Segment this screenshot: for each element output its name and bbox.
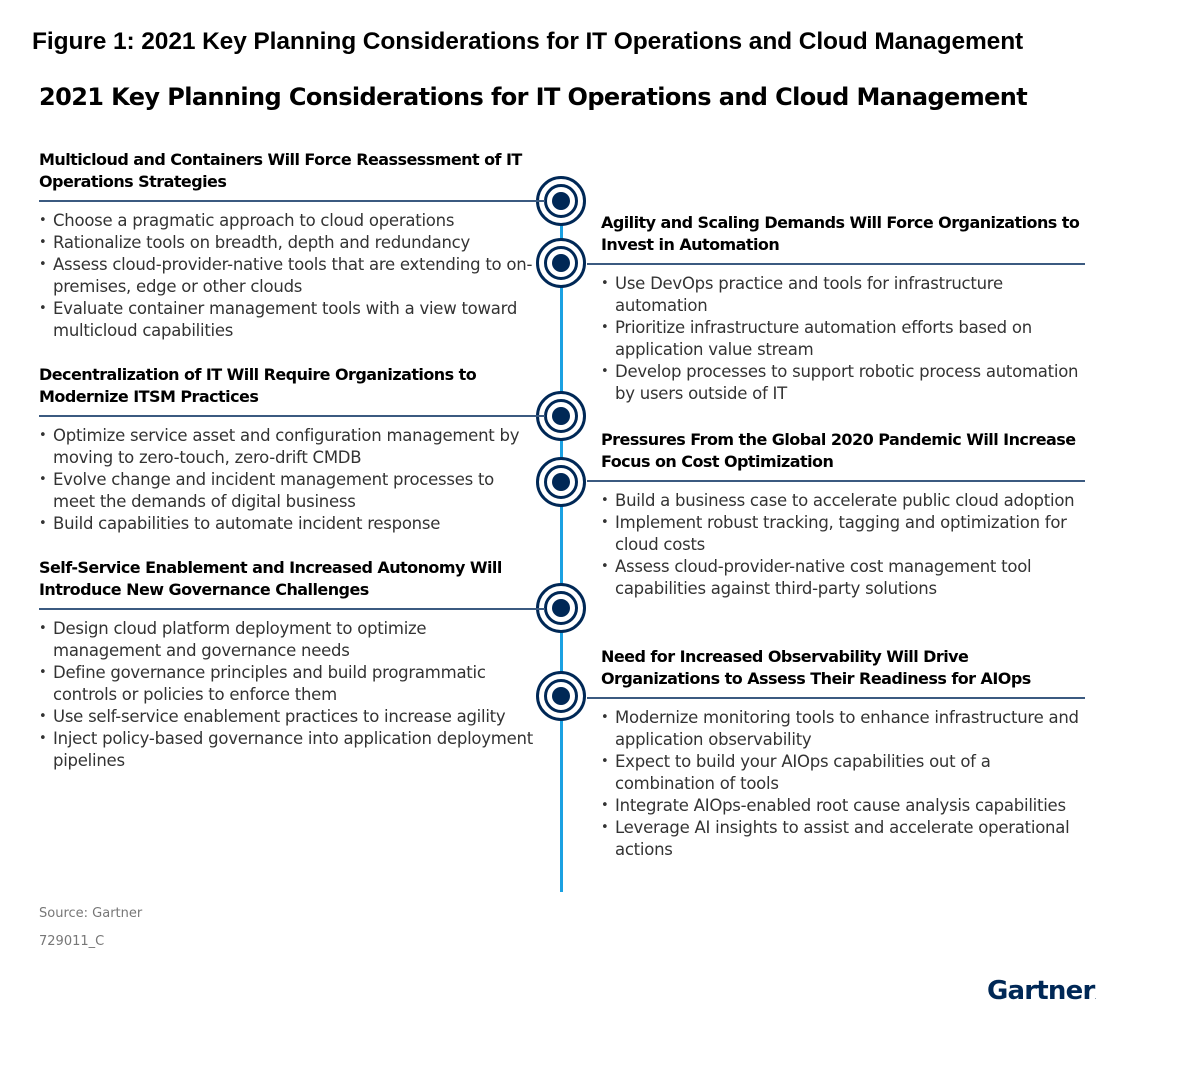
divider: [587, 263, 1085, 265]
target-node-icon: [536, 238, 586, 288]
bullet-item: • Evolve change and incident management processes to meet the demands of digital business: [39, 469, 537, 513]
bullet-item: • Build capabilities to automate incident response: [39, 513, 537, 535]
bullet-item: • Modernize monitoring tools to enhance infrastructure and application observability: [601, 707, 1085, 751]
section-agility: [601, 212, 1085, 405]
target-node-icon: [536, 671, 586, 721]
section-title: Agility and Scaling Demands Will Force Organizations to Invest in Automation: [601, 213, 1080, 254]
bullet-list: [39, 210, 537, 342]
bullet-item: • Prioritize infrastructure automation efforts based on application value stream: [601, 317, 1085, 361]
section-title: Decentralization of IT Will Require Organizations to Modernize ITSM Practices: [39, 365, 477, 406]
section-title: Self-Service Enablement and Increased Autonomy Will Introduce New Governance Challenges: [39, 558, 502, 599]
bullet-item: • Inject policy-based governance into application deployment pipelines: [39, 728, 537, 772]
section-decentralization: [39, 364, 537, 535]
section-title: Multicloud and Containers Will Force Reassessment of IT Operations Strategies: [39, 150, 522, 191]
logo-text: Gartner: [987, 976, 1095, 1006]
bullet-item: • Implement robust tracking, tagging and optimization for cloud costs: [601, 512, 1085, 556]
document-id: 729011_C: [39, 934, 105, 949]
bullet-item: • Define governance principles and build programmatic controls or policies to enforce them: [39, 662, 537, 706]
bullet-item: • Expect to build your AIOps capabilities out of a combination of tools: [601, 751, 1085, 795]
bullet-item: • Design cloud platform deployment to optimize management and governance needs: [39, 618, 537, 662]
bullet-item: • Optimize service asset and configuration management by moving to zero-touch, zero-drift CMDB: [39, 425, 537, 469]
divider: [39, 608, 545, 610]
bullet-list: [601, 490, 1085, 600]
section-pandemic: [601, 429, 1085, 600]
section-title: Pressures From the Global 2020 Pandemic Will Increase Focus on Cost Optimization: [601, 430, 1076, 471]
bullet-list: [39, 425, 537, 535]
divider: [39, 200, 545, 202]
bullet-item: • Use DevOps practice and tools for infrastructure automation: [601, 273, 1085, 317]
bullet-item: • Choose a pragmatic approach to cloud operations: [39, 210, 537, 232]
section-multicloud: [39, 149, 537, 342]
source-note: Source: Gartner: [39, 906, 143, 921]
diagram-title: 2021 Key Planning Considerations for IT Operations and Cloud Management: [39, 83, 1028, 111]
gartner-logo: [987, 976, 1096, 1006]
target-node-icon: [536, 457, 586, 507]
bullet-item: • Develop processes to support robotic process automation by users outside of IT: [601, 361, 1085, 405]
bullet-item: • Use self-service enablement practices to increase agility: [39, 706, 537, 728]
divider: [39, 415, 545, 417]
bullet-item: • Evaluate container management tools with a view toward multicloud capabilities: [39, 298, 537, 342]
section-self-service: [39, 557, 537, 772]
bullet-item: • Assess cloud-provider-native cost management tool capabilities against third-party solutions: [601, 556, 1085, 600]
bullet-item: • Rationalize tools on breadth, depth and redundancy: [39, 232, 537, 254]
divider: [587, 480, 1085, 482]
bullet-list: [601, 273, 1085, 405]
bullet-item: • Integrate AIOps-enabled root cause analysis capabilities: [601, 795, 1085, 817]
bullet-item: • Assess cloud-provider-native tools that are extending to on-premises, edge or other clouds: [39, 254, 537, 298]
bullet-list: [601, 707, 1085, 861]
bullet-list: [39, 618, 537, 772]
section-title: Need for Increased Observability Will Drive Organizations to Assess Their Readiness for AIOps: [601, 647, 1031, 688]
section-observability: [601, 646, 1085, 861]
divider: [587, 697, 1085, 699]
bullet-item: • Leverage AI insights to assist and accelerate operational actions: [601, 817, 1085, 861]
logo-mark: .: [1094, 994, 1096, 1001]
bullet-item: • Build a business case to accelerate public cloud adoption: [601, 490, 1085, 512]
figure-caption: Figure 1: 2021 Key Planning Considerations for IT Operations and Cloud Management: [32, 28, 1024, 55]
